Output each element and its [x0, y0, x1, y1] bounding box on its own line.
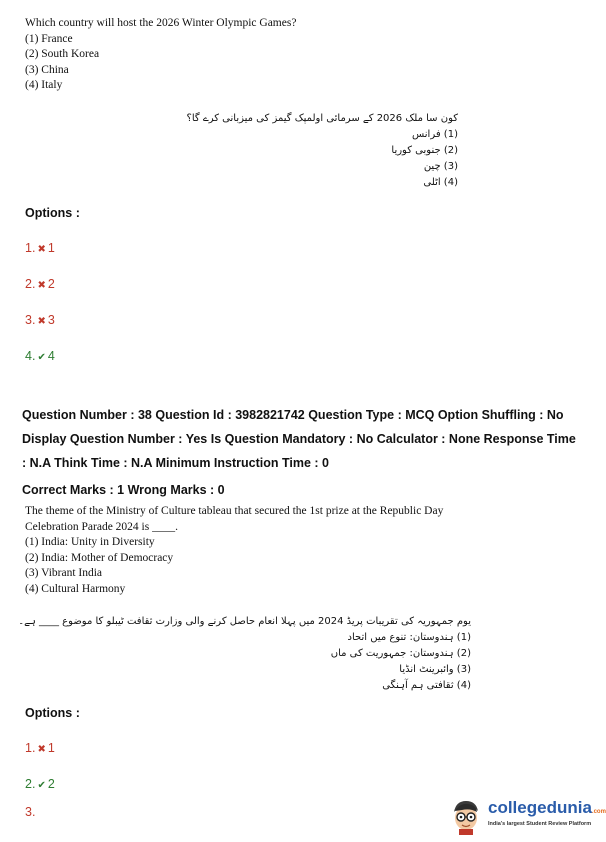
brand-tagline: India's largest Student Review Platform — [488, 821, 592, 827]
q2-option-3: (3) Vibrant India — [25, 567, 103, 579]
cross-icon: ✖ — [37, 244, 46, 255]
collegedunia-logo — [446, 795, 606, 840]
q2-urdu-option-2: (2) ہندوستان: جمہوریت کی ماں — [330, 648, 471, 659]
q2-answer-2: 2. ✔ 2 — [25, 777, 55, 791]
q2-text-line-2: Celebration Parade 2024 is ____. — [25, 520, 178, 533]
q1-urdu-option-2: (2) جنوبی کوریا — [391, 145, 458, 156]
q2-option-2: (2) India: Mother of Democracy — [25, 551, 174, 564]
q1-option-3: (3) China — [25, 63, 69, 76]
q2-answer-3: 3. — [25, 805, 36, 819]
student-mascot-icon — [448, 798, 484, 836]
q2-meta — [22, 403, 576, 475]
q1-answer-1: 1. ✖ 1 — [25, 241, 55, 255]
q2-options-heading: Options : — [25, 706, 80, 720]
q2-meta-line-3: : N.A Think Time : N.A Minimum Instruction Time : 0 — [22, 456, 329, 470]
q2-urdu-text: یوم جمہوریہ کی تقریبات پریڈ 2024 میں پہلا انعام حاصل کرنے والی وزارت ثقافت ٹیبلو کا موضوع ____ ہے۔ — [18, 616, 471, 627]
q2-option-1: (1) India: Unity in Diversity — [25, 536, 155, 548]
q2-urdu-option-1: (1) ہندوستان: تنوع میں اتحاد — [347, 632, 471, 643]
q1-english — [25, 16, 296, 94]
q2-meta-line-1: Question Number : 38 Question Id : 3982821742 Question Type : MCQ Option Shuffling : No — [22, 408, 564, 422]
q2-meta-line-2: Display Question Number : Yes Is Question Mandatory : No Calculator : None Response Time — [22, 432, 576, 446]
q1-urdu-text: کون سا ملک 2026 کے سرمائی اولمپک گیمز کی میزبانی کرے گا؟ — [186, 113, 458, 124]
cross-icon: ✖ — [37, 280, 46, 291]
brand-name: collegedunia.com — [488, 798, 606, 817]
q1-text: Which country will host the 2026 Winter Olympic Games? — [25, 17, 297, 29]
q1-urdu-option-3: (3) چین — [423, 161, 458, 172]
q2-marks: Correct Marks : 1 Wrong Marks : 0 — [22, 483, 225, 497]
q1-urdu — [187, 111, 458, 191]
q2-urdu-option-4: (4) ثقافتی ہم آہنگی — [382, 680, 471, 691]
q1-option-4: (4) Italy — [25, 79, 63, 91]
check-icon: ✔ — [37, 352, 46, 363]
q1-urdu-option-4: (4) اٹلی — [423, 177, 458, 188]
q2-option-4: (4) Cultural Harmony — [25, 582, 126, 595]
q2-english — [25, 504, 443, 597]
q1-option-1: (1) France — [25, 32, 73, 45]
q1-options-heading: Options : — [25, 206, 80, 220]
q1-answer-3: 3. ✖ 3 — [25, 313, 55, 327]
check-icon: ✔ — [37, 780, 46, 791]
cross-icon: ✖ — [37, 316, 46, 327]
q1-answer-4: 4. ✔ 4 — [25, 349, 55, 363]
q2-text-line-1: The theme of the Ministry of Culture tableau that secured the 1st prize at the Republic Day — [25, 505, 444, 517]
q1-option-2: (2) South Korea — [25, 48, 100, 60]
q1-urdu-option-1: (1) فرانس — [412, 129, 458, 140]
cross-icon: ✖ — [37, 744, 46, 755]
q2-urdu — [18, 614, 471, 694]
q2-answer-1: 1. ✖ 1 — [25, 741, 55, 755]
q1-answer-2: 2. ✖ 2 — [25, 277, 55, 291]
q2-urdu-option-3: (3) وائبرینٹ انڈیا — [399, 664, 471, 675]
